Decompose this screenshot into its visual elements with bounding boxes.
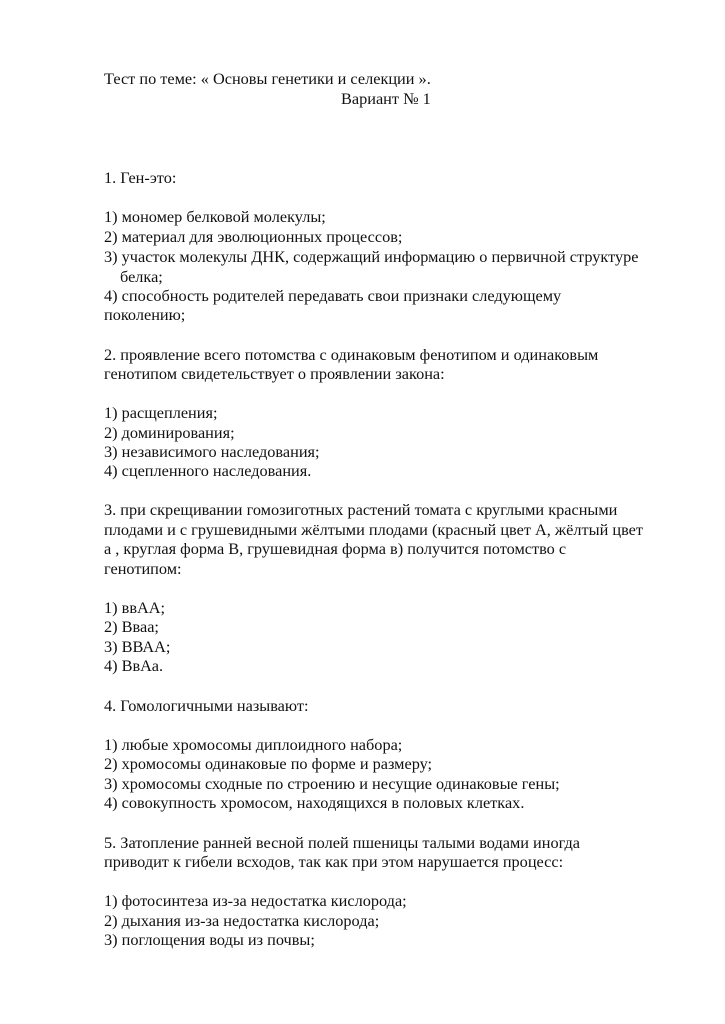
question-3-option-1: 1) ввАА; (104, 598, 166, 617)
test-title: Тест по теме: « Основы генетики и селекции ». (104, 69, 431, 88)
question-5-option-3: 3) поглощения воды из почвы; (104, 930, 315, 949)
question-4-text: 4. Гомологичными называют: (104, 696, 309, 715)
question-2-text-line-1: 2. проявление всего потомства с одинаковым фенотипом и одинаковым (104, 345, 599, 364)
question-3-option-2: 2) Вваа; (104, 617, 159, 636)
question-4-option-3: 3) хромосомы сходные по строению и несущие одинаковые гены; (104, 774, 560, 793)
question-1-option-3-cont: белка; (120, 267, 163, 286)
question-2-option-1: 1) расщепления; (104, 403, 218, 422)
question-2-option-2: 2) доминирования; (104, 423, 235, 442)
question-2-option-3: 3) независимого наследования; (104, 442, 320, 461)
question-3-text-line-4: генотипом: (104, 559, 182, 578)
question-5-option-2: 2) дыхания из-за недостатка кислорода; (104, 911, 380, 930)
question-3-text-line-1: 3. при скрещивании гомозиготных растений томата с круглыми красными (104, 500, 618, 519)
question-1-option-4: 4) способность родителей передавать свои признаки следующему (104, 286, 562, 305)
question-4-option-4: 4) совокупность хромосом, находящихся в половых клетках. (104, 793, 525, 812)
question-2-option-4: 4) сцепленного наследования. (104, 461, 312, 480)
question-5-option-1: 1) фотосинтеза из-за недостатка кислорода; (104, 891, 407, 910)
question-1-option-4-cont: поколению; (104, 305, 186, 324)
question-3-text-line-3: а , круглая форма В, грушевидная форма в) получится потомство с (104, 539, 567, 558)
question-1-option-3: 3) участок молекулы ДНК, содержащий информацию о первичной структуре (104, 247, 639, 266)
question-1-option-2: 2) материал для эволюционных процессов; (104, 227, 403, 246)
question-3-option-4: 4) ВвАа. (104, 656, 164, 675)
question-4-option-2: 2) хромосомы одинаковые по форме и размеру; (104, 754, 433, 773)
question-3-text-line-2: плодами и с грушевидными жёлтыми плодами (красный цвет А, жёлтый цвет (104, 520, 644, 539)
question-1-text: 1. Ген-это: (104, 168, 177, 187)
question-2-text-line-2: генотипом свидетельствует о проявлении закона: (104, 364, 445, 383)
question-4-option-1: 1) любые хромосомы диплоидного набора; (104, 735, 403, 754)
question-5-text-line-1: 5. Затопление ранней весной полей пшеницы талыми водами иногда (104, 833, 580, 852)
question-1-option-1: 1) мономер белковой молекулы; (104, 207, 326, 226)
question-3-option-3: 3) ВВАА; (104, 637, 171, 656)
question-5-text-line-2: приводит к гибели всходов, так как при этом нарушается процесс: (104, 852, 564, 871)
variant-label: Вариант № 1 (341, 89, 431, 108)
